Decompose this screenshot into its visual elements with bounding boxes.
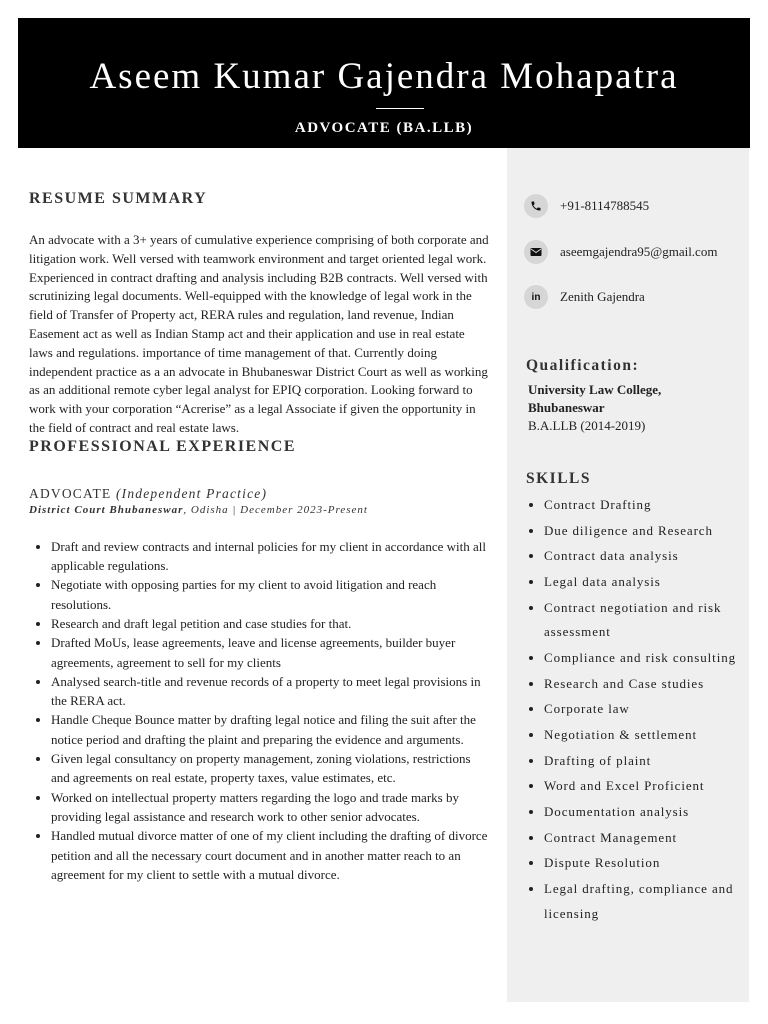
skills-list xyxy=(527,493,766,927)
email-address: aseemgajendra95@gmail.com xyxy=(560,244,718,259)
skill-item: • Contract data analysis xyxy=(544,544,766,569)
contact-linkedin xyxy=(524,284,645,310)
job-org-details: , Odisha | December 2023-Present xyxy=(183,503,368,516)
qualification-degree: B.A.LLB (2014-2019) xyxy=(528,418,646,433)
phone-number: +91-8114788545 xyxy=(560,198,650,213)
skill-item: • Legal data analysis xyxy=(544,570,766,595)
skill-item: • Contract Drafting xyxy=(544,493,766,518)
linkedin-glyph: in xyxy=(531,291,541,303)
contact-email xyxy=(524,239,717,265)
skill-item: • Documentation analysis xyxy=(544,800,766,825)
contact-phone xyxy=(524,193,649,219)
qualification-school: University Law College, Bhubaneswar xyxy=(528,382,662,415)
skill-item: • Contract negotiation and risk assessment xyxy=(544,596,766,645)
duty-item: • Handled mutual divorce matter of one of my client including the drafting of divorce petition and all the necessary court document and in another matter reach to an agreement for my client to settle with a mutual divorce. xyxy=(51,826,491,884)
candidate-title: ADVOCATE (BA.LLB) xyxy=(294,120,474,136)
duty-item: • Negotiate with opposing parties for my client to avoid litigation and reach resolutions. xyxy=(51,575,491,614)
summary-text: An advocate with a 3+ years of cumulative experience comprising of both corporate and litigation work. Well versed with teamwork environment and target oriented legal work. Experienced in contract drafting and analysis including B2B contracts. Well versed with scrutinizing legal documents. Well-equipped with the knowledge of legal work in the field of Transfer of Property act, RERA rules and regulation, land revenue, Indian Easement act as well as Indian Stamp act and their application and use in real estate laws and regulations. importance of time management of that. Currently doing independent practice as a an advocate in Bhubaneswar District Court as well as working as an additional remote cyber legal analyst for EPIQ corporation. Looking forward to work with your corporation “Acrerise” as a legal Associate if given the opportunity in the field of contract and real estate laws. xyxy=(29,232,489,435)
qualification-block xyxy=(528,381,738,435)
job-role-title: ADVOCATE xyxy=(29,485,112,501)
skill-item: • Dispute Resolution xyxy=(544,851,766,876)
skill-item: • Corporate law xyxy=(544,697,766,722)
duty-item: • Drafted MoUs, lease agreements, leave and license agreements, builder buyer agreements, agreement to sell for my clients xyxy=(51,633,491,672)
linkedin-icon xyxy=(524,285,548,309)
job-org-name: District Court Bhubaneswar xyxy=(29,503,184,516)
linkedin-name: Zenith Gajendra xyxy=(560,289,645,304)
envelope-icon xyxy=(524,240,548,264)
skill-item: • Drafting of plaint xyxy=(544,749,766,774)
skill-item: • Negotiation & settlement xyxy=(544,723,766,748)
phone-icon xyxy=(524,194,548,218)
skill-item: • Compliance and risk consulting xyxy=(544,646,766,671)
skill-item: • Legal drafting, compliance and licensing xyxy=(544,877,766,926)
candidate-name: Aseem Kumar Gajendra Mohapatra xyxy=(89,56,679,97)
duty-item: • Worked on intellectual property matters regarding the logo and trade marks by providing legal assistance and research work to other senior advocates. xyxy=(51,788,491,827)
skill-item: • Word and Excel Proficient xyxy=(544,774,766,799)
duties-list xyxy=(29,537,491,884)
duty-item: • Handle Cheque Bounce matter by drafting legal notice and filing the suit after the notice period and drafting the plaint and preparing the evidence and arguments. xyxy=(51,710,491,749)
main-column xyxy=(29,190,491,884)
skills-heading: SKILLS xyxy=(526,470,592,487)
duty-item: • Analysed search-title and revenue records of a property to meet legal provisions in the RERA act. xyxy=(51,672,491,711)
duty-item: • Research and draft legal petition and case studies for that. xyxy=(51,614,491,633)
header-divider xyxy=(376,108,424,109)
summary-heading: RESUME SUMMARY xyxy=(29,190,208,207)
resume-header xyxy=(18,18,750,148)
experience-heading: PROFESSIONAL EXPERIENCE xyxy=(29,437,296,455)
duty-item: • Given legal consultancy on property management, zoning violations, restrictions and agreements on real estate, property taxes, value estimates, etc. xyxy=(51,749,491,788)
skill-item: • Due diligence and Research xyxy=(544,519,766,544)
duty-item: • Draft and review contracts and internal policies for my client in accordance with all applicable regulations. xyxy=(51,537,491,576)
skill-item: • Contract Management xyxy=(544,826,766,851)
qualification-heading: Qualification: xyxy=(526,357,640,374)
job-organization xyxy=(29,502,491,518)
job-role-note: (Independent Practice) xyxy=(115,485,268,501)
job-role xyxy=(29,485,491,502)
skill-item: • Research and Case studies xyxy=(544,672,766,697)
